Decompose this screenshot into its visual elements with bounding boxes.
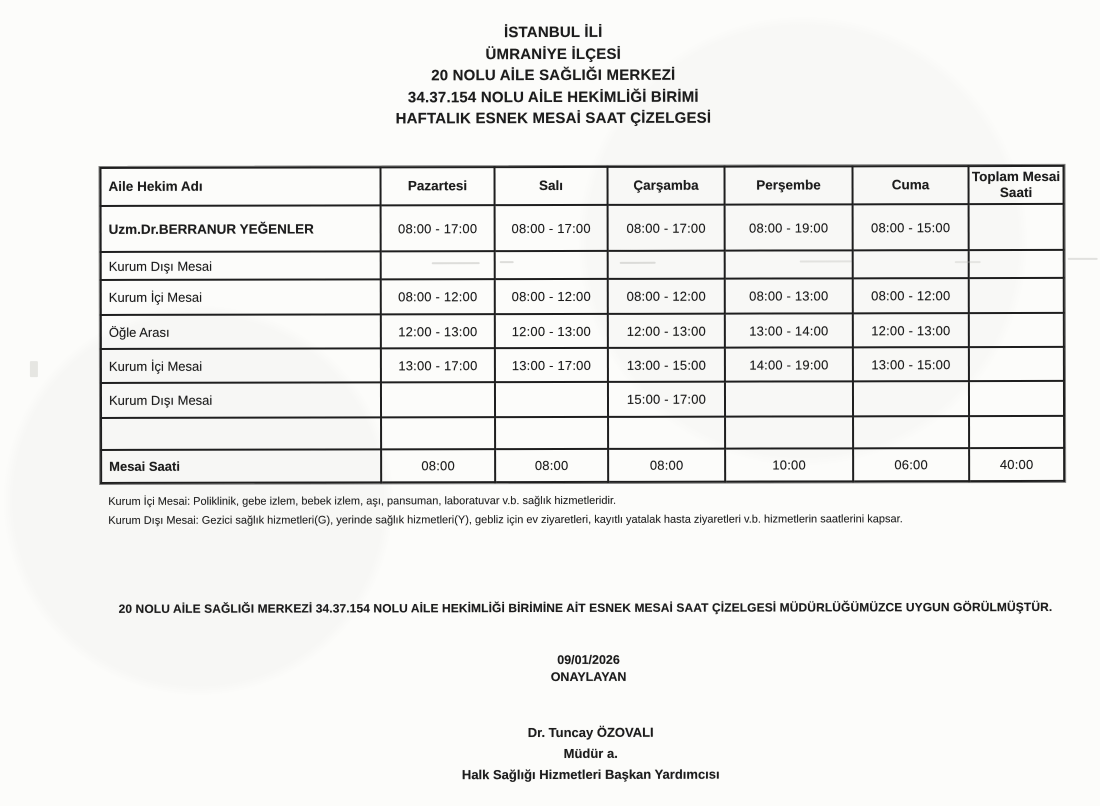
table-row [101, 204, 1064, 252]
time-cell [381, 382, 495, 417]
time-cell: 13:00 - 15:00 [608, 348, 725, 382]
time-cell: 12:00 - 13:00 [853, 313, 969, 347]
header-cell: Toplam Mesai Saati [969, 166, 1064, 204]
time-cell: 08:00 - 13:00 [725, 278, 853, 313]
time-cell: 08:00 - 15:00 [853, 204, 969, 250]
approval-block [77, 651, 1100, 687]
signatory-title: Müdür a. [563, 745, 618, 761]
table-row [101, 278, 1064, 315]
time-cell [969, 347, 1064, 381]
time-cell [853, 416, 969, 448]
time-cell [608, 251, 725, 279]
table-row [101, 416, 1064, 450]
time-cell: 08:00 - 12:00 [853, 278, 969, 313]
time-cell: 10:00 [725, 448, 853, 481]
row-label-cell [101, 417, 381, 450]
time-cell [725, 416, 853, 448]
time-cell [969, 250, 1064, 278]
time-cell: 08:00 - 17:00 [381, 205, 495, 251]
title-line: ÜMRANİYE İLÇESİ [485, 45, 622, 63]
time-cell [969, 278, 1064, 313]
time-cell [969, 416, 1064, 448]
row-label-cell: Uzm.Dr.BERRANUR YEĞENLER [101, 205, 381, 252]
scan-artifact [432, 262, 480, 264]
scan-artifact [620, 262, 656, 264]
signatory-name: Dr. Tuncay ÖZOVALI [527, 724, 654, 741]
header-cell: Cuma [853, 166, 969, 204]
time-cell: 08:00 [608, 449, 725, 482]
table-row [101, 313, 1064, 349]
header-cell: Aile Hekim Adı [101, 167, 381, 206]
table-row [101, 381, 1064, 418]
approval-date: 09/01/2026 [557, 652, 620, 667]
time-cell: 06:00 [853, 448, 969, 481]
header-cell: Pazartesi [381, 167, 495, 205]
table-header-row [101, 166, 1064, 206]
time-cell [495, 251, 608, 279]
time-cell: 12:00 - 13:00 [495, 314, 608, 348]
time-cell: 08:00 [381, 449, 495, 482]
time-cell: 08:00 - 19:00 [725, 204, 853, 250]
time-cell: 08:00 - 17:00 [495, 205, 608, 251]
header-cell: Perşembe [725, 166, 853, 204]
approver-label: ONAYLAYAN [550, 669, 627, 684]
title-line: İSTANBUL İLİ [503, 23, 603, 42]
time-cell [725, 381, 853, 416]
footnote-kurum-disi-mesai: Kurum Dışı Mesai: Gezici sağlık hizmetleri(G), yerinde sağlık hizmetleri(Y), gebliz için ev ziyaretleri, kayıtlı yatalak hasta ziyaretleri v.b. hizmetlerin saatlerini kapsar. [108, 513, 903, 527]
document-title-block [3, 21, 1100, 131]
time-cell: 40:00 [969, 448, 1064, 481]
row-label-cell: Kurum İçi Mesai [101, 348, 381, 383]
time-cell: 13:00 - 15:00 [853, 347, 969, 381]
time-cell [969, 204, 1064, 250]
time-cell: 08:00 - 17:00 [608, 205, 725, 251]
scan-artifact [30, 361, 38, 377]
weekly-schedule-table [100, 165, 1066, 484]
time-cell: 14:00 - 19:00 [725, 347, 853, 381]
footnotes [108, 491, 1048, 531]
time-cell [853, 250, 969, 278]
time-cell: 08:00 - 12:00 [495, 279, 608, 314]
footnote-kurum-ici-mesai: Kurum İçi Mesai: Poliklinik, gebe izlem, bebek izlem, aşı, pansuman, laboratuvar v.b. sağlık hizmetleridir. [108, 494, 617, 508]
time-cell [381, 251, 495, 279]
signature-block [81, 721, 1100, 786]
scan-artifact [955, 261, 981, 263]
time-cell [495, 417, 608, 449]
time-cell: 08:00 - 12:00 [608, 279, 725, 314]
time-cell: 08:00 [495, 449, 608, 482]
time-cell [725, 250, 853, 278]
time-cell: 13:00 - 17:00 [381, 348, 495, 382]
time-cell: 13:00 - 17:00 [495, 348, 608, 382]
scan-artifact [500, 261, 514, 263]
header-cell: Çarşamba [608, 167, 725, 205]
time-cell [853, 381, 969, 416]
scan-artifact [800, 260, 852, 262]
time-cell: 12:00 - 13:00 [608, 314, 725, 348]
row-label-cell: Kurum Dışı Mesai [101, 251, 381, 280]
time-cell [969, 381, 1064, 416]
time-cell: 15:00 - 17:00 [608, 382, 725, 417]
row-label-cell: Mesai Saati [101, 449, 381, 483]
time-cell: 13:00 - 14:00 [725, 313, 853, 347]
signatory-role: Halk Sağlığı Hizmetleri Başkan Yardımcısı [461, 766, 720, 783]
row-label-cell: Kurum İçi Mesai [101, 279, 381, 315]
time-cell [969, 313, 1064, 347]
time-cell [608, 417, 725, 449]
table-row [101, 250, 1064, 280]
approval-statement: 20 NOLU AİLE SAĞLIĞI MERKEZİ 34.37.154 NOLU AİLE HEKİMLİĞİ BİRİMİNE AİT ESNEK MESAİ SAAT ÇİZELGESİ MÜDÜRLÜĞÜMÜZCE UYGUN GÖRÜLMÜŞTÜR. [118, 599, 1053, 616]
row-label-cell: Kurum Dışı Mesai [101, 382, 381, 418]
title-line: 34.37.154 NOLU AİLE HEKİMLİĞİ BİRİMİ [407, 88, 699, 106]
header-cell: Salı [495, 167, 608, 205]
table-row [101, 347, 1064, 383]
row-label-cell: Öğle Arası [101, 314, 381, 349]
table-row [101, 448, 1064, 483]
time-cell: 08:00 - 12:00 [381, 279, 495, 314]
time-cell [381, 417, 495, 449]
scan-artifact [1068, 258, 1098, 260]
time-cell: 12:00 - 13:00 [381, 314, 495, 348]
time-cell [495, 382, 608, 417]
title-line: HAFTALIK ESNEK MESAİ SAAT ÇİZELGESİ [395, 109, 712, 128]
title-line: 20 NOLU AİLE SAĞLIĞI MERKEZİ [431, 66, 676, 85]
